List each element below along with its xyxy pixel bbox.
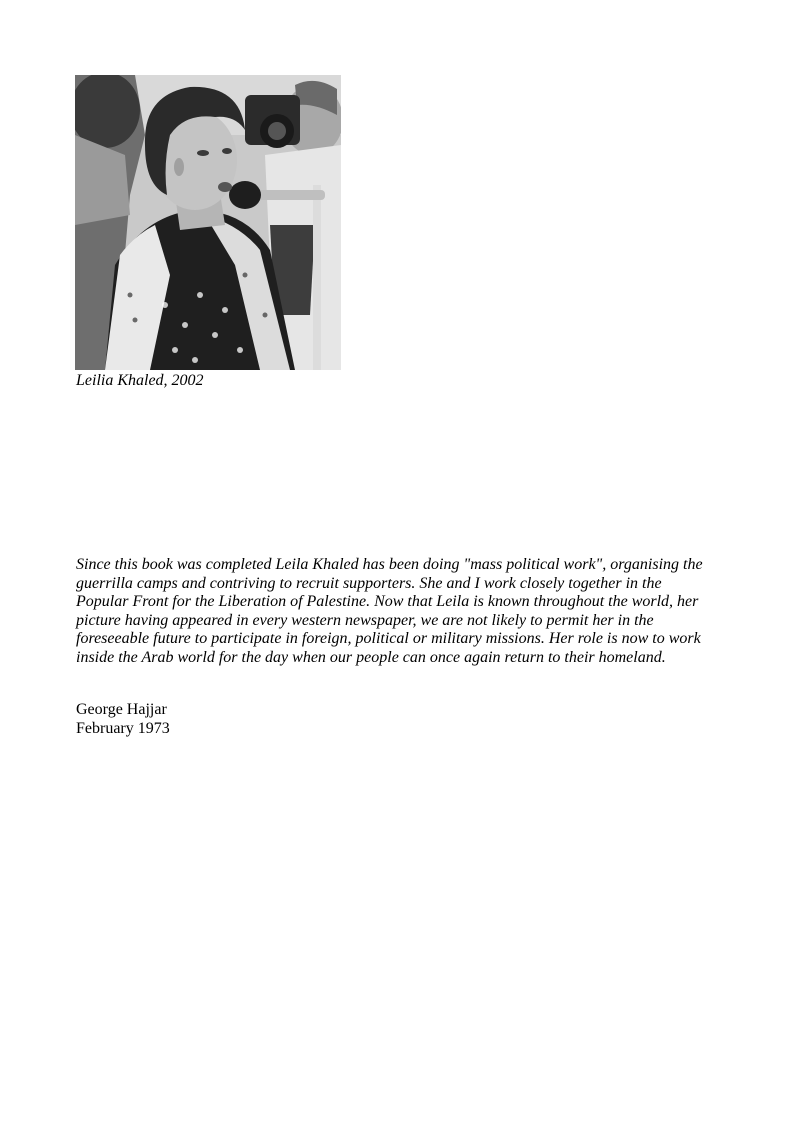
afterword-line: Since this book was completed Leila Khaled has been doing "mass political work", organising the: [76, 556, 703, 573]
signature-name: George Hajjar: [76, 701, 167, 718]
photo-illustration: [75, 75, 341, 370]
afterword-line: inside the Arab world for the day when our people can once again return to their homeland.: [76, 648, 666, 666]
afterword-paragraph: [76, 556, 716, 667]
afterword-line: guerrilla camps and contriving to recruit supporters. She and I work closely together in the: [76, 574, 662, 592]
afterword-line: Popular Front for the Liberation of Palestine. Now that Leila is known throughout the world, her: [76, 593, 699, 610]
afterword-line: picture having appeared in every western newspaper, we are not likely to permit her in the: [76, 611, 654, 629]
signature-date: February 1973: [76, 720, 170, 737]
leila-khaled-photo: [75, 75, 341, 370]
signature-block: [76, 700, 170, 738]
photo-caption: Leilia Khaled, 2002: [76, 372, 204, 389]
afterword-line: foreseeable future to participate in foreign, political or military missions. Her role is now to work: [76, 630, 701, 647]
